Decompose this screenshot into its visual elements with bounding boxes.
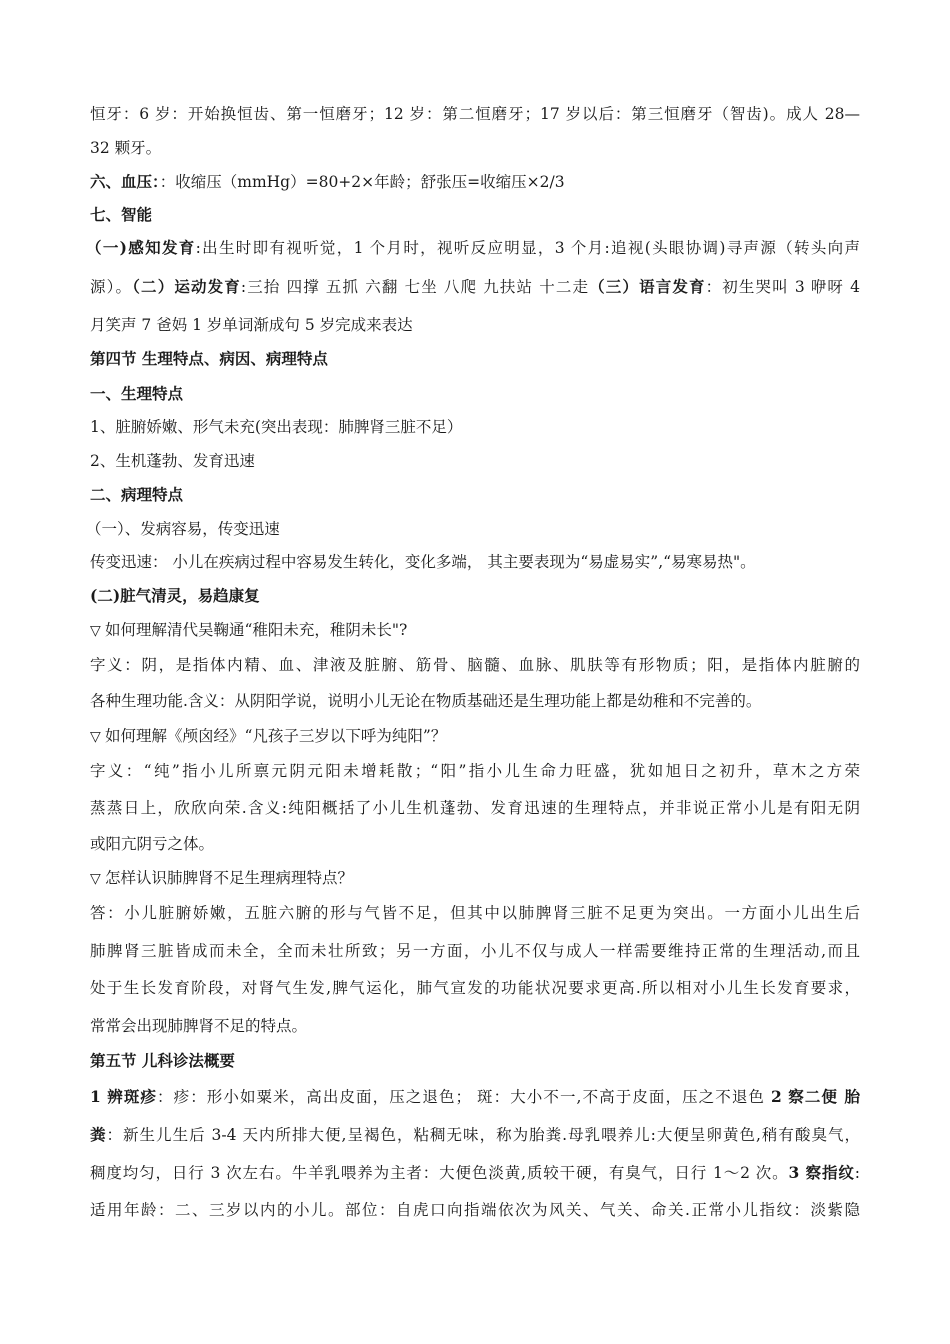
- paragraph-text: :三抬 四撑 五抓 六翻 七坐 八爬 九扶站 十二走: [240, 278, 590, 296]
- paragraph-text: :出生时即有视听觉，1 个月时，视听反应明显，3 个月:追视(头眼协调)寻声源（转头向声: [195, 239, 860, 257]
- subheading: 3 察指纹: [788, 1163, 855, 1182]
- paragraph-text: ：新生儿生后 3-4 天内所排大便,呈褐色，粘稠无味，称为胎粪.母乳喂养儿:大便呈卵黄色,稍有酸臭气，: [106, 1126, 860, 1144]
- subheading: （一)感知发育: [86, 238, 196, 257]
- heading-text: 第五节 儿科诊法概要: [90, 1051, 235, 1070]
- triangle-bullet-icon: ▽: [90, 729, 101, 745]
- paragraph-text: 常常会出现肺脾肾不足的特点。: [90, 1017, 308, 1035]
- paragraph-text: 蒸蒸日上，欣欣向荣.含义:纯阳概括了小儿生机蓬勃、发育迅速的生理特点，并非说正常小儿是有阳无阴: [90, 799, 860, 817]
- paragraph-text: （一）、发病容易，传变迅速: [86, 520, 280, 538]
- heading-text: 一、生理特点: [90, 384, 184, 403]
- text-line: [90, 797, 860, 819]
- text-line: [90, 1124, 860, 1146]
- paragraph-text: 恒牙：6 岁：开始换恒齿、第一恒磨牙；12 岁：第二恒磨牙；17 岁以后：第三恒磨牙（智齿)。成人 28—: [90, 105, 860, 123]
- paragraph-text: :: [854, 1164, 860, 1182]
- paragraph-text: ：收缩压（mmHg）=80+2×年龄；舒张压=收缩压×2/3: [159, 173, 565, 191]
- paragraph-text: 2、生机蓬勃、发育迅速: [90, 452, 255, 470]
- text-line: [90, 690, 860, 712]
- section-heading: [90, 204, 860, 226]
- paragraph-text: 处于生长发育阶段，对肾气生发,脾气运化，肺气宣发的功能状况要求更高.所以相对小儿生长发育要求，: [90, 979, 860, 997]
- text-line: [90, 450, 860, 472]
- text-line: [90, 103, 860, 125]
- text-line: [90, 833, 860, 855]
- paragraph-text: 32 颗牙。: [90, 139, 162, 157]
- question-text: 如何理解清代吴鞠通“稚阳未充，稚阴未长"?: [105, 621, 408, 639]
- question-text: 怎样认识肺脾肾不足生理病理特点？: [105, 869, 354, 887]
- section-title: [90, 348, 860, 370]
- heading-text: 七、智能: [90, 205, 153, 224]
- paragraph-text: 答：小儿脏腑娇嫩，五脏六腑的形与气皆不足，但其中以肺脾肾三脏不足更为突出。一方面小儿出生后: [90, 904, 860, 922]
- text-line: [90, 654, 860, 676]
- text-line: [90, 902, 860, 924]
- heading-text: 第四节 生理特点、病因、病理特点: [90, 349, 328, 368]
- text-line: [90, 416, 860, 438]
- text-line: [90, 551, 860, 573]
- text-line: [90, 1086, 860, 1108]
- section-heading: 六、血压：: [90, 172, 160, 191]
- paragraph-text: ：初生哭叫 3 咿呀 4: [705, 278, 860, 296]
- paragraph-text: 1、脏腑娇嫩、形气未充(突出表现：肺脾肾三脏不足）: [90, 418, 463, 436]
- text-line: [90, 1015, 860, 1037]
- paragraph-text: 字义：阴，是指体内精、血、津液及脏腑、筋骨、脑髓、血脉、肌肤等有形物质；阳，是指体内脏腑的: [90, 656, 860, 674]
- heading-text: 二、病理特点: [90, 485, 184, 504]
- question-line: [90, 619, 860, 641]
- paragraph-text: 源）。: [90, 278, 133, 296]
- section-heading: [90, 585, 860, 607]
- section-heading: [90, 484, 860, 506]
- text-line: [90, 977, 860, 999]
- blood-pressure-line: [90, 171, 860, 193]
- subheading: 1 辨斑疹: [90, 1087, 158, 1106]
- text-line: [90, 1162, 860, 1184]
- paragraph-text: ：疹：形小如粟米，高出皮面，压之退色； 斑：大小不一,不高于皮面，压之不退色: [157, 1088, 771, 1106]
- question-text: 如何理解《颅囟经》“凡孩子三岁以下呼为纯阳”？: [105, 727, 447, 745]
- paragraph-text: 稠度均匀，日行 3 次左右。牛羊乳喂养为主者：大便色淡黄,质较干硬，有臭气，日行 1～2 次。: [90, 1164, 789, 1182]
- paragraph-text: 各种生理功能.含义：从阴阳学说，说明小儿无论在物质基础还是生理功能上都是幼稚和不完善的。: [90, 692, 762, 710]
- question-line: [90, 725, 860, 747]
- text-line: [90, 940, 860, 962]
- text-line: [86, 518, 856, 540]
- paragraph-text: 或阳亢阴亏之体。: [90, 835, 215, 853]
- triangle-bullet-icon: ▽: [90, 871, 101, 887]
- text-line: [90, 276, 860, 298]
- text-line: [90, 1199, 860, 1221]
- subheading: 粪: [90, 1125, 107, 1144]
- paragraph-text: 传变迅速： 小儿在疾病过程中容易发生转化，变化多端， 其主要表现为“易虚易实”,“易寒易热"。: [90, 553, 756, 571]
- text-line: [90, 314, 860, 336]
- text-line: [90, 137, 860, 159]
- paragraph-text: 字义：“纯”指小儿所禀元阴元阳未增耗散；“阳”指小儿生命力旺盛，犹如旭日之初升，草木之方荣: [90, 762, 860, 780]
- subheading: （三）语言发育: [589, 277, 706, 296]
- subheading: （二）运动发育: [132, 277, 241, 296]
- paragraph-text: 月笑声 7 爸妈 1 岁单词渐成句 5 岁完成来表达: [90, 316, 413, 334]
- subheading: 2 察二便 胎: [771, 1087, 860, 1106]
- paragraph-text: 肺脾肾三脏皆成而未全，全而未壮所致；另一方面，小儿不仅与成人一样需要维持正常的生理活动,而且: [90, 942, 860, 960]
- text-line: [86, 237, 860, 259]
- paragraph-text: 适用年龄：二、三岁以内的小儿。部位：自虎口向指端依次为风关、气关、命关.正常小儿指纹：淡紫隐: [90, 1201, 860, 1219]
- triangle-bullet-icon: ▽: [90, 623, 101, 639]
- section-heading: [90, 383, 860, 405]
- text-line: [90, 760, 860, 782]
- heading-text: (二)脏气清灵，易趋康复: [90, 586, 260, 605]
- question-line: [90, 867, 860, 889]
- section-title: [90, 1050, 860, 1072]
